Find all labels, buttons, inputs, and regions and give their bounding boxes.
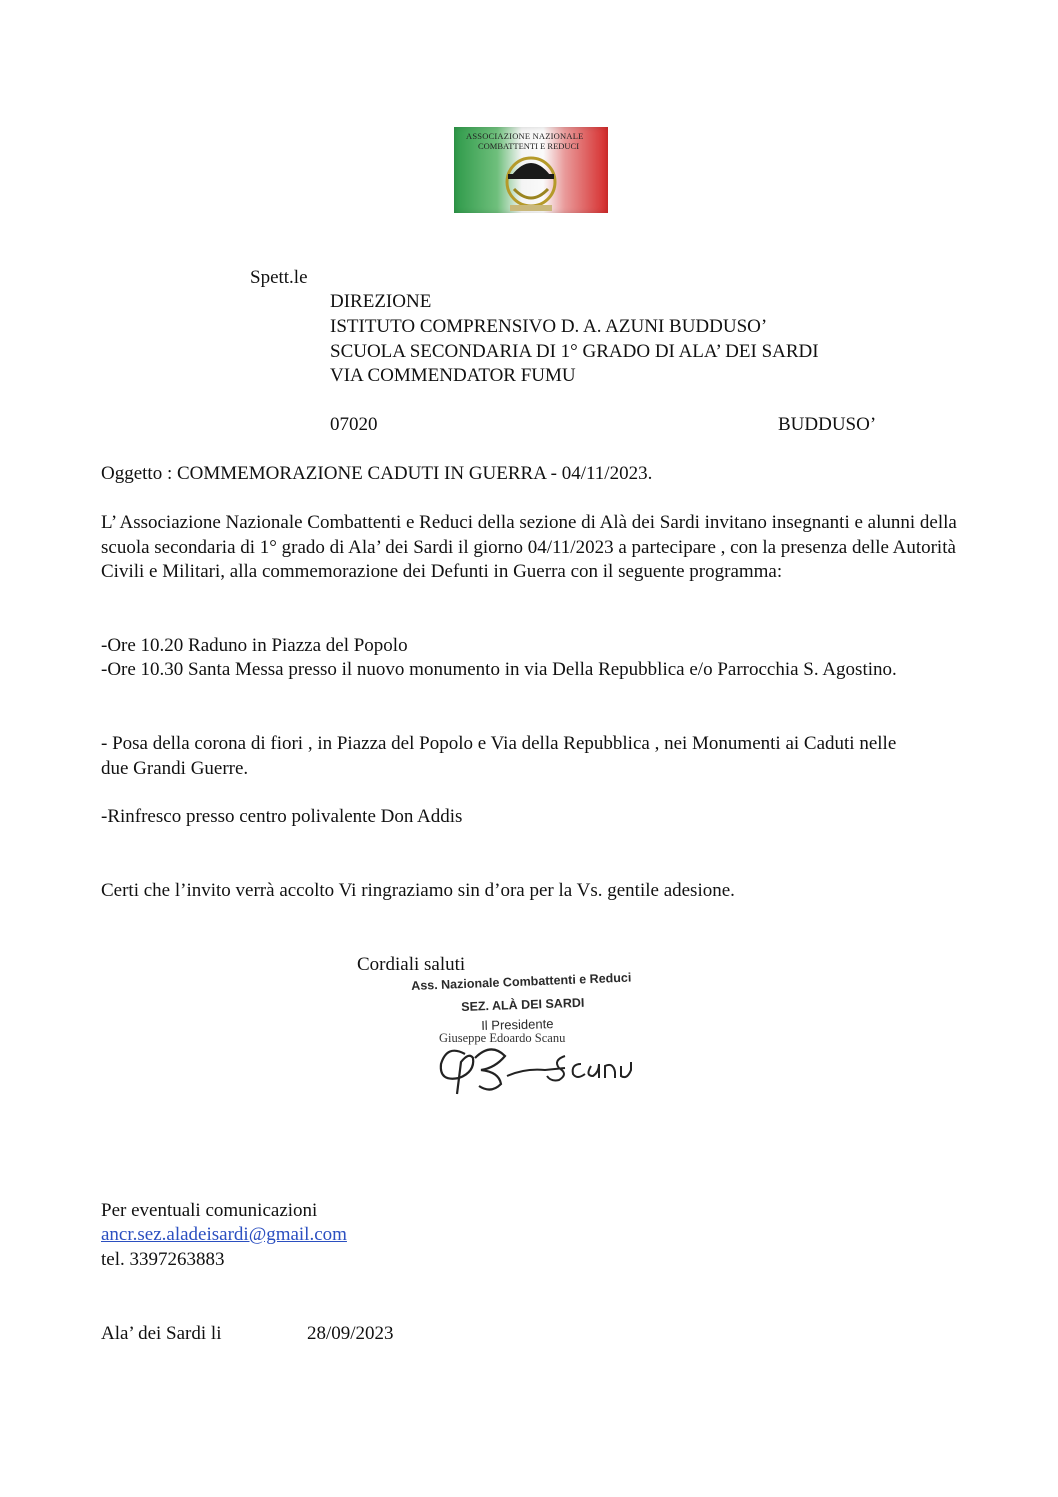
association-logo bbox=[454, 127, 608, 213]
program-item-3: - Posa della corona di fiori , in Piazza del Popolo e Via della Repubblica , nei Monumenti ai Caduti nelle due Grandi Guerre. bbox=[101, 733, 897, 779]
intro-paragraph: L’ Associazione Nazionale Combattenti e Reduci della sezione di Alà dei Sardi invitano insegnanti e alunni della scuola secondaria di 1° grado di Ala’ dei Sardi il giorno 04/11/2023 a partecipare , con la presenza delle Autorità Civili e Militari, alla commemorazione dei Defunti in Guerra con il seguente programma: bbox=[101, 512, 957, 582]
recipient-city: BUDDUSO’ bbox=[778, 414, 877, 435]
recipient-line-1: DIREZIONE bbox=[330, 291, 432, 312]
program-item-1: -Ore 10.20 Raduno in Piazza del Popolo bbox=[101, 635, 408, 656]
stamp-line-1: Ass. Nazionale Combattenti e Reduci bbox=[411, 970, 632, 993]
recipient-line-3: SCUOLA SECONDARIA DI 1° GRADO DI ALA’ DEI SARDI bbox=[330, 341, 819, 362]
program-item-4: -Rinfresco presso centro polivalente Don Addis bbox=[101, 806, 463, 827]
recipient-line-4: VIA COMMENDATOR FUMU bbox=[330, 365, 576, 386]
recipient-postcode: 07020 bbox=[330, 414, 378, 435]
footer-place: Ala’ dei Sardi li bbox=[101, 1323, 222, 1344]
program-item-2: -Ore 10.30 Santa Messa presso il nuovo monumento in via Della Repubblica e/o Parrocchia S. Agostino. bbox=[101, 659, 897, 680]
logo-line-1: ASSOCIAZIONE NAZIONALE bbox=[466, 131, 584, 141]
stamp-line-3: Il Presidente bbox=[481, 1016, 554, 1033]
salutation: Spett.le bbox=[250, 267, 308, 288]
stamp-line-2: SEZ. ALÀ DEI SARDI bbox=[461, 995, 585, 1014]
greeting: Cordiali saluti bbox=[357, 954, 466, 975]
contact-phone: tel. 3397263883 bbox=[101, 1249, 225, 1270]
subject-line: Oggetto : COMMEMORAZIONE CADUTI IN GUERRA - 04/11/2023. bbox=[101, 463, 653, 484]
recipient-line-2: ISTITUTO COMPRENSIVO D. A. AZUNI BUDDUSO’ bbox=[330, 316, 768, 337]
handwritten-signature bbox=[395, 972, 665, 1100]
closing-sentence: Certi che l’invito verrà accolto Vi ringraziamo sin d’ora per la Vs. gentile adesione. bbox=[101, 880, 735, 901]
contact-email-link[interactable]: ancr.sez.aladeisardi@gmail.com bbox=[101, 1224, 347, 1245]
logo-line-2: COMBATTENTI E REDUCI bbox=[478, 141, 580, 151]
contact-label: Per eventuali comunicazioni bbox=[101, 1200, 318, 1221]
stamp-name: Giuseppe Edoardo Scanu bbox=[439, 1031, 566, 1045]
president-stamp bbox=[395, 972, 665, 1100]
footer-date: 28/09/2023 bbox=[307, 1323, 394, 1344]
